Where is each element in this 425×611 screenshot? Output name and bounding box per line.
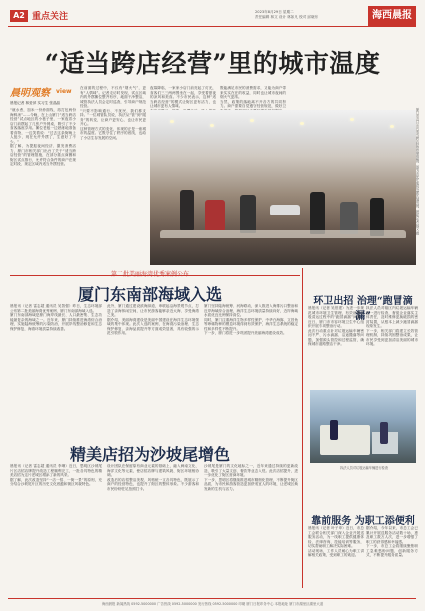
article-text: 晨报讯（记者 雷志超 通讯员 吴智强）昨日，生态环境部公布第二批美丽海湾优秀案例，厦门东南部海域入选。 厦门东南部海域是厦门海岸线最长、人口最密集、生态功能最复杂的海域之一。近年来，厦门持续推进海湾综合治理，实施陆海统筹的污染防治，开展岸线整治修复和生态保护修复，海湾环境质量持续改善。 bbox=[10, 304, 102, 331]
inspection-photo-caption: 执法人员对垃圾运输车辆进行检查 bbox=[340, 466, 388, 470]
article-text: 晨报讯（记者 雷志超 通讯员 李琳）近日，思明区沙坡尾片区店招店牌提升改造工程顺利完工，一批各具特色的精美店招为这片老城区增添了新的风采。 据了解，此次改造坚持“一店一招、一街一景”的原则，充分结合沙坡尾片区的历史文化底蕴和街区风貌特色。 bbox=[10, 464, 102, 486]
footer-info: 海西晨报 新闻热线 0592-5000000 广告热线 0592-5000000 发行热线 0592-5000000 印刷 厦门日报印务中心 本报地址 厦门市湖里区湖里大道 bbox=[101, 602, 324, 606]
footer-rule bbox=[8, 598, 416, 599]
article-text: 执法人员对辖区内垃圾运输车辆逐一进行检查，督促企业落实主体责任，及时维修更换破损的密封装置，从根本上减少跑冒滴漏现象发生。 下一步，相关部门将建立长效管理机制，持续巩固整治成果，让市民享受到更加清洁美丽的城市环境。 bbox=[366, 306, 418, 346]
article-text: 此外，厦门通过建设滨海绿道，串联起沿海景观节点，打造了亲海休闲空间，让市民游客能够亲近大海、享受海湾之美。 据介绍，美丽海湾建设是美丽中国建设在海洋生态环境领域的集中体现。此次入选的案例，在海湾污染治理、生态保护修复、亲海品质提升等方面成效显著，具有较强的示范引领作用。 bbox=[107, 304, 199, 335]
article-headline: 环卫出招 治理“跑冒滴漏” bbox=[313, 296, 413, 322]
issue-date: 2023年8月29日 星期二 bbox=[255, 10, 294, 14]
newspaper-logo: 海西晨报 bbox=[368, 6, 416, 26]
article-text: 据介绍，今年以来，市总工会已累计开展送服务活动数十场，惠及职工数万人次，进一步增强了职工的获得感和幸福感。 下一步，市总工会将继续聚焦职工急难愁盼问题，创新服务方式，不断提升服务质量。 bbox=[366, 526, 418, 557]
article-headline: 精美店招为沙坡尾增色 bbox=[69, 445, 230, 464]
banner-rule bbox=[10, 275, 300, 276]
article-text: 设计团队在保留原有商业元素的基础上，融入闽南文化、海洋文化等元素，使店招店牌与建筑风貌、街区环境相协调。 改造后的店招整洁美观、风格统一又各具特色，既展示了商户的经营特色，也提升了街区的整体形象。不少游客和市民纷纷驻足拍照打卡。 bbox=[107, 464, 199, 491]
section-banner bbox=[0, 269, 300, 278]
page-number: A2 bbox=[10, 10, 28, 22]
dateline bbox=[255, 10, 367, 19]
editor-credits: 责任编辑 林文 设计 林如凡 校对 邱晓东 bbox=[255, 14, 319, 19]
column-text-2: 在前面的过程中，不仅有“烟火气”，更有“人情味”。记者走访时发现，试点区域内的外摆摊位整齐有序，地面干净整洁，城管执法人员会定时巡查，引导商户规范经营。 “只要不影响通行、不扰民，我们都支持。”一位城管队员说，执法从“管”到“服务”的转变，让商户更安心，也让市民更开心。 这种管理方式的变化，体现的正是一座城市的温度。它既守住了秩序的底线，也给了小店生存发展的空间。 bbox=[80, 86, 146, 140]
column-text-1: “就水煮，加米一份炒面线，再打包两份海鲜汤”……今晚，在上山厦门“适当跨店经营”试点地区的小巷子里，一家夜宵小店门前摆起了几张户外餐桌，吸引了不少食客落座享用。摊位老板一边熟练地准备着食物，一边笑着说：“过去这条街晚上人挺少，现在允许外摆了，生意好了不少。” 据了解，为提振夜间经济、激发消费活力，厦门市相关部门出台了关于“适当跨店经营”的管理措施，在部分重点商圈和街区试点推行，允许符合条件的商户在规定时段、规定区域内适当外摆经营。 bbox=[10, 108, 76, 166]
section-title: 重点关注 bbox=[32, 12, 69, 22]
column-divider bbox=[302, 268, 303, 588]
column-text-3: 夜幕降临，一家家小店门前亮起了灯光，食客们三三两两围坐在一起，享受着夏夜的凉风和美食。不少市民表示，这种“适当跨店经营”的模式让街区更有活力，也让城市更有人情味。 bbox=[150, 86, 216, 108]
article-headline: 靠前服务 为职工添便利 bbox=[311, 516, 415, 527]
header-rule bbox=[8, 26, 416, 27]
article-text: 厦门坚持陆海统筹、河海联动，深入推进入海排污口整治和近岸海域综合治理，海洋生态环境质量持续向好，近岸海域水质优良比例保持高位。 同时，厦门注重海洋生物多样性保护，中华白海豚、文昌鱼等珍稀物种的栖息环境得到有效保护，海洋生态系统的稳定性和多样性不断提升。 下一步，厦门将进一步巩固提升美丽海湾建设成效。 bbox=[204, 304, 298, 335]
article-text: 晨报讯（记者 吴伯建）为进一步规范城市环境卫生管理，有效治理垃圾清运过程中的“跑冒滴漏”问题，近日，厦门市市容环境卫生中心组织开展专项整治行动。 此次行动重点针对垃圾运输车辆密闭不严、污水滴漏、沿途撒落等问题，加强源头管控和过程监管，确保城市道路整洁干净。 bbox=[308, 306, 364, 346]
article-headline: 厦门东南部海域入选 bbox=[77, 285, 222, 304]
column-text-4: 既能满足市民的消费需求，又能为商户带来实实在在的收益，同时也让城市夜间的烟火气更浓。 当然，政策的落地离不开各方的共同努力。商户需要自觉遵守经营规范，做好卫 bbox=[220, 86, 286, 108]
article-text: 沙坡尾是厦门的文化地标之一，近年来通过持续的更新改造，吸引了大量文创、餐饮等业态入驻。此次店招提升，进一步优化了街区营商环境。 下一步，思明区将继续推进城市精细化管理，不断提升街区品质，为市民和游客营造更加舒适宜人的环境，让老城区焕发新的生机与活力。 bbox=[204, 464, 298, 491]
column-name: 晨明观察 bbox=[10, 88, 50, 99]
photo-caption: 厦门市近日出台适当跨店经营管理措施，图为市民在夜间外摆区域用餐。晨报记者 林文 摄 bbox=[415, 108, 419, 235]
page-header bbox=[0, 0, 425, 30]
article-text: 晨报讯（记者 叶子申）近日，市总工会联合相关部门深入企业开展送服务活动，为一线职工提供健康体检、法律咨询、技能培训等服务，切实帮助职工解决实际困难。 活动现场，工作人员耐心为职工讲解相关政策，受到职工的欢迎。 bbox=[308, 526, 364, 557]
inspection-photo bbox=[310, 390, 416, 463]
column-name-en: view bbox=[56, 88, 72, 95]
main-headline: “适当跨店经营”里的城市温度 bbox=[44, 49, 381, 78]
column-byline: 晨报记者 林爱萍 实习生 张晶晶 bbox=[10, 101, 61, 105]
